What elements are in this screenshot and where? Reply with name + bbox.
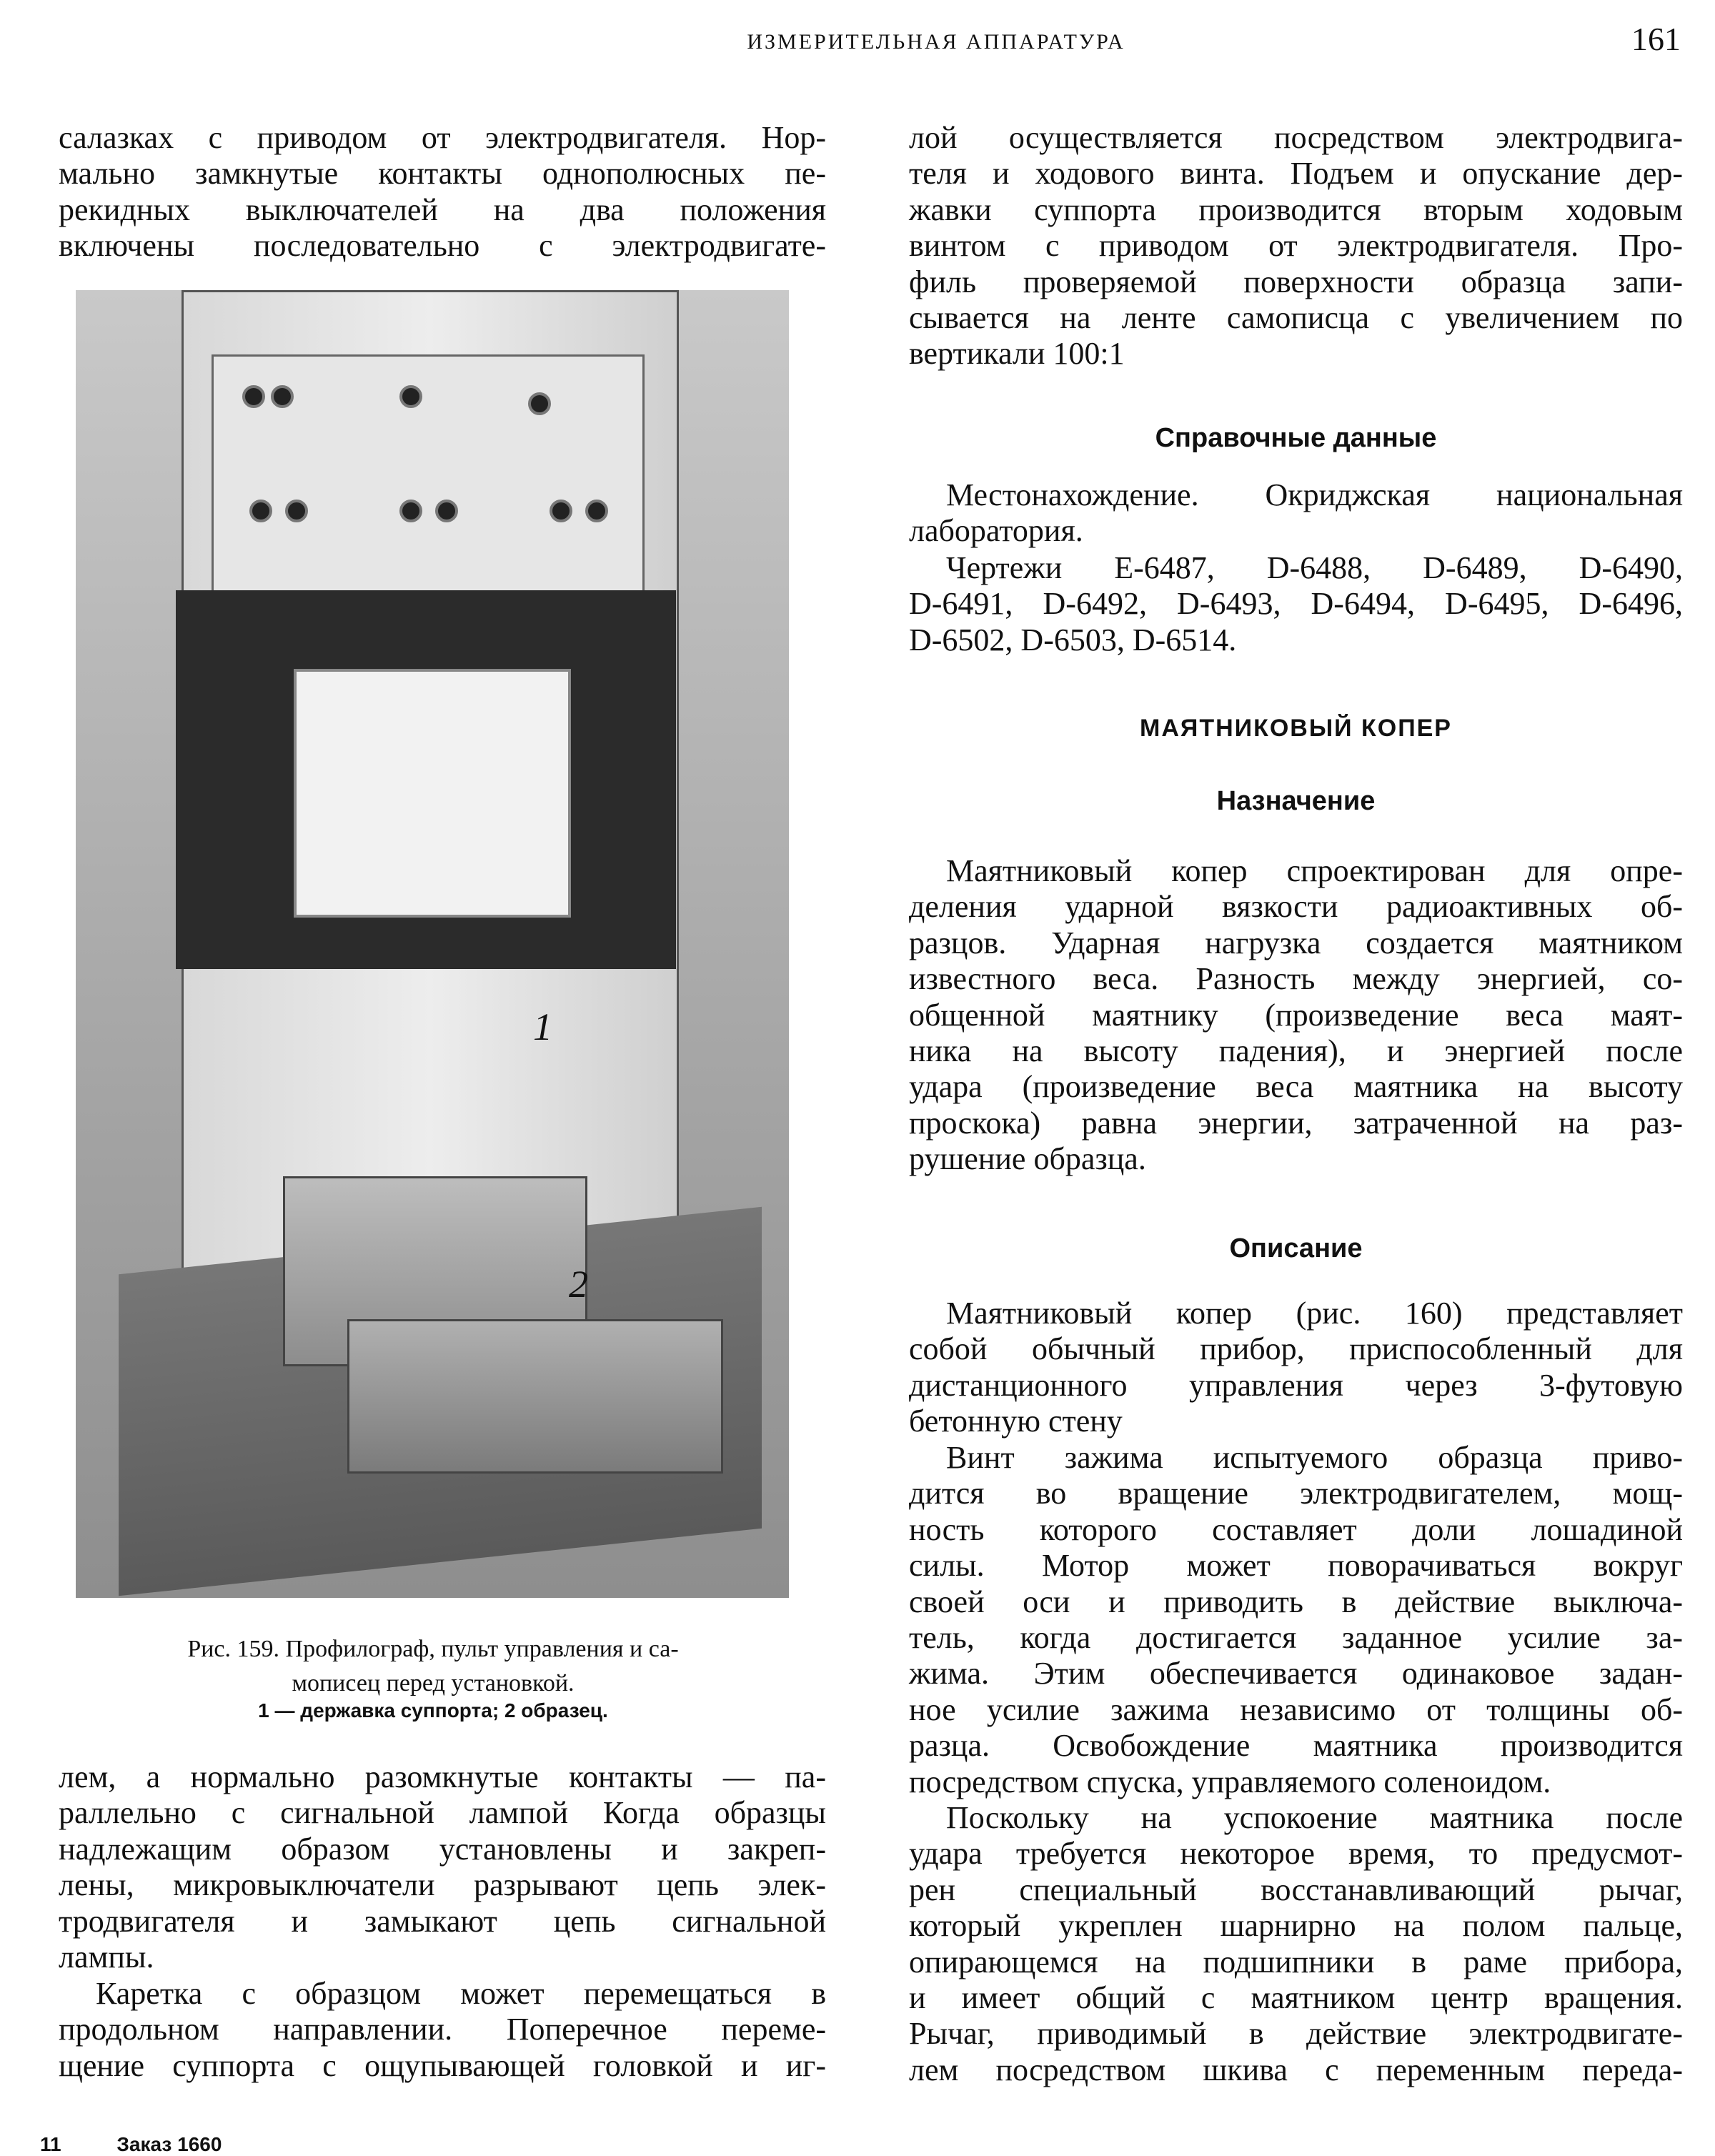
text-line: ное усилие зажима независимо от толщины об-	[909, 1691, 1683, 1727]
knob	[242, 385, 265, 408]
text-line: мально замкнутые контакты однополюсных пе-	[59, 156, 826, 192]
knob	[435, 500, 458, 522]
text-line: известного веса. Разность между энергией, со-	[909, 961, 1683, 997]
text-line: ника на высоту падения), и энергией после	[909, 1033, 1683, 1068]
text-line: лем посредством шкива с переменным переда-	[909, 2052, 1683, 2087]
text-line: разца. Освобождение маятника производится	[909, 1728, 1683, 1764]
knob	[285, 500, 308, 522]
text-line: лампы.	[59, 1939, 154, 1974]
knob	[399, 500, 422, 522]
page-footer	[40, 2133, 272, 2156]
text-line: рекидных выключателей на два положения	[59, 192, 826, 227]
text-line: лены, микровыключатели разрывают цепь элек-	[59, 1867, 826, 1903]
text-line: собой обычный прибор, приспособленный для	[909, 1331, 1683, 1367]
order-number: Заказ 1660	[116, 2133, 222, 2155]
text-line: вертикали 100:1	[909, 336, 1125, 372]
figure-caption-line-1: Рис. 159. Профилограф, пульт управления и са-	[187, 1636, 679, 1662]
text-line: включены последовательно с электродвигате-	[59, 228, 826, 264]
text-line: рушение образца.	[909, 1141, 1146, 1177]
heading-purpose: Назначение	[1216, 786, 1376, 816]
text-line: филь проверяемой поверхности образца запи-	[909, 264, 1683, 299]
text-line: тродвигателя и замыкают цепь сигнальной	[59, 1903, 826, 1939]
text-line: раллельно с сигнальной лампой Когда образцы	[59, 1795, 826, 1831]
text-line: Маятниковый копер (рис. 160) представляет	[946, 1296, 1683, 1331]
control-panel	[212, 354, 645, 595]
text-line: бетонную стену	[909, 1404, 1123, 1439]
text-line: D-6491, D-6492, D-6493, D-6494, D-6495, D-6496,	[909, 586, 1683, 622]
recorder-chart	[294, 669, 571, 918]
text-line: удара (произведение веса маятника на высоту	[909, 1069, 1683, 1105]
figure-caption-line-2: мописец перед установкой.	[292, 1670, 575, 1697]
heading-reference-data: Справочные данные	[1155, 423, 1437, 453]
text-line: который укреплен шарнирно на полом пальце,	[909, 1908, 1683, 1944]
text-line: проскока) равна энергии, затраченной на раз-	[909, 1105, 1683, 1141]
text-line: разцов. Ударная нагрузка создается маятником	[909, 925, 1683, 960]
text-line: жавки суппорта производится вторым ходовым	[909, 192, 1683, 227]
text-line: дится во вращение электродвигателем, мощ-	[909, 1476, 1683, 1511]
knob	[550, 500, 572, 522]
text-line: Винт зажима испытуемого образца приво-	[946, 1440, 1683, 1475]
knob	[585, 500, 608, 522]
left-paragraph-1	[59, 120, 826, 264]
left-paragraph-2	[59, 1759, 826, 1975]
text-line: сывается на ленте самописца с увеличением по	[909, 299, 1683, 335]
right-paragraph-1	[909, 120, 1683, 372]
text-line: надлежащим образом установлены и закреп-	[59, 1831, 826, 1867]
text-line: винтом с приводом от электродвигателя. Про-	[909, 228, 1683, 264]
text-line: лаборатория.	[909, 513, 1083, 549]
text-line: Местонахождение. Окриджская национальная	[946, 477, 1683, 512]
text-line: и имеет общий с маятником центр вращения.	[909, 1979, 1683, 2015]
signature-mark: 11	[40, 2133, 61, 2155]
text-line: своей оси и приводить в действие выключа-	[909, 1584, 1683, 1619]
text-line: Поскольку на успокоение маятника после	[946, 1800, 1683, 1835]
text-line: общенной маятнику (произведение веса маят-	[909, 997, 1683, 1033]
marker-2: 2	[569, 1263, 588, 1306]
page-number: 161	[1631, 21, 1681, 57]
knob	[271, 385, 294, 408]
section-title: МАЯТНИКОВЫЙ КОПЕР	[1140, 715, 1452, 742]
text-line: салазках с приводом от электродвигателя. Нор-	[59, 120, 826, 155]
purpose-paragraph	[909, 853, 1683, 1178]
reference-location	[909, 477, 1683, 550]
left-paragraph-3	[59, 1976, 826, 2084]
recorder-frame	[176, 590, 676, 969]
description-paragraph-1	[909, 1296, 1683, 1440]
text-line: ность которого составляет доли лошадиной	[909, 1511, 1683, 1547]
figure-photo-profilograph	[76, 290, 789, 1598]
running-title: ИЗМЕРИТЕЛЬНАЯ АППАРАТУРА	[747, 30, 1125, 54]
text-line: посредством спуска, управляемого соленоидом.	[909, 1764, 1551, 1799]
description-paragraph-2	[909, 1440, 1683, 1800]
text-line: Маятниковый копер спроектирован для опре-	[946, 853, 1683, 888]
text-line: тель, когда достигается заданное усилие за-	[909, 1619, 1683, 1655]
heading-description: Описание	[1229, 1233, 1363, 1263]
description-paragraph-3	[909, 1800, 1683, 2088]
text-line: удара требуется некоторое время, то предусмот-	[909, 1836, 1683, 1872]
drive-box	[347, 1319, 723, 1474]
text-line: опирающемся на подшипники в раме прибора,	[909, 1944, 1683, 1979]
figure-legend: 1 — державка суппорта; 2 образец.	[258, 1699, 608, 1722]
text-line: лем, а нормально разомкнутые контакты — па-	[59, 1759, 826, 1794]
knob	[249, 500, 272, 522]
text-line: D-6502, D-6503, D-6514.	[909, 622, 1237, 657]
text-line: силы. Мотор может поворачиваться вокруг	[909, 1548, 1683, 1584]
text-line: Рычаг, приводимый в действие электродвигате-	[909, 2016, 1683, 2052]
text-line: теля и ходового винта. Подъем и опускание дер-	[909, 156, 1683, 192]
marker-1: 1	[533, 1005, 552, 1048]
reference-drawings	[909, 550, 1683, 658]
text-line: Чертежи E-6487, D-6488, D-6489, D-6490,	[946, 550, 1683, 585]
text-line: деления ударной вязкости радиоактивных об-	[909, 889, 1683, 925]
text-line: Каретка с образцом может перемещаться в	[96, 1976, 826, 2011]
text-line: рен специальный восстанавливающий рычаг,	[909, 1872, 1683, 1907]
text-line: щение суппорта с ощупывающей головкой и иг-	[59, 2047, 826, 2083]
text-line: дистанционного управления через 3-футовую	[909, 1367, 1683, 1403]
knob	[399, 385, 422, 408]
text-line: жима. Этим обеспечивается одинаковое задан-	[909, 1656, 1683, 1691]
text-line: продольном направлении. Поперечное переме-	[59, 2012, 826, 2047]
text-line: лой осуществляется посредством электродвига-	[909, 120, 1683, 155]
knob	[528, 392, 551, 415]
